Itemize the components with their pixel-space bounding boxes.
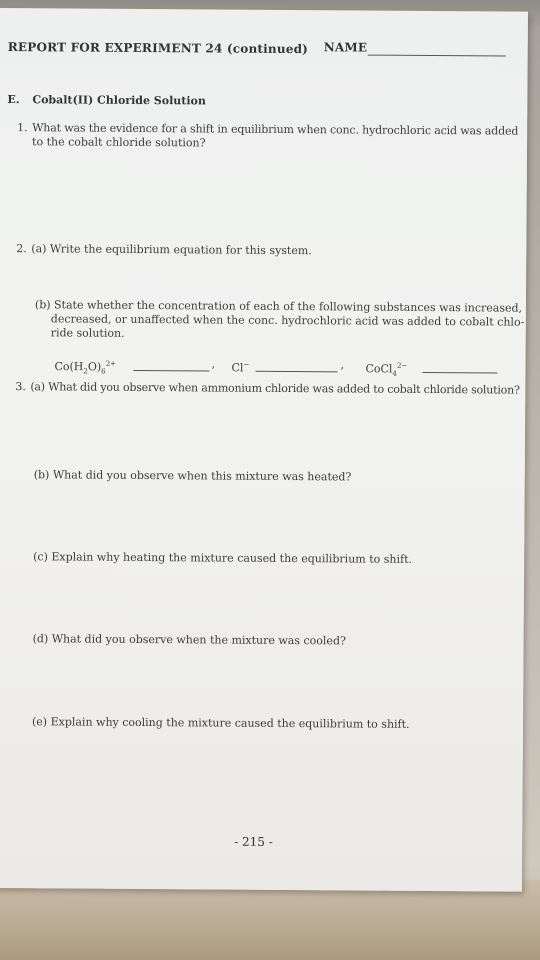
question-2b-line-2: decreased, or unaffected when the conc. hydrochloric acid was added to cobalt chlo- [50,312,525,329]
species-cobalt-hexaaqua: $Co(H_2O)_6^{2+}$ [54,359,117,376]
answer-area-3e[interactable] [27,733,498,826]
name-label: NAME [323,40,368,55]
question-2b-line-1: (b) State whether the concentration of each of the following substances was increased, [34,298,523,315]
section-title: Cobalt(II) Chloride Solution [32,93,206,108]
answer-area-3b[interactable] [29,486,499,549]
question-3d: (d) What did you observe when the mixture was cooled? [32,632,346,648]
species-chloride: Cl− [231,360,250,375]
question-2-number: 2. [16,242,27,256]
question-3a: (a) What did you observe when ammonium chloride was added to cobalt chloride solution? [30,380,520,397]
background-surface [0,880,540,960]
blank-cobalt-hexaaqua[interactable] [133,370,209,372]
answer-area-3d[interactable] [28,650,498,713]
answer-area-3a[interactable] [30,398,500,461]
question-3c: (c) Explain why heating the mixture caused the equilibrium to shift. [33,550,413,566]
page-number: - 215 - [234,834,273,849]
question-3e: (e) Explain why cooling the mixture caused the equilibrium to shift. [31,715,410,731]
question-1-line-2: to the cobalt chloride solution? [32,135,206,150]
question-3b: (b) What did you observe when this mixture was heated? [33,468,352,484]
question-2a: (a) Write the equilibrium equation for this system. [31,242,312,258]
blank-chloride[interactable] [255,371,337,373]
section-label: E. [7,93,20,107]
question-1-number: 1. [17,121,28,135]
answer-area-1[interactable] [31,153,502,236]
question-1-line-1: What was the evidence for a shift in equilibrium when conc. hydrochloric acid was added [32,121,519,138]
question-3-number: 3. [15,380,26,394]
comma-1: , [211,357,216,371]
blank-tetrachlorocobaltate[interactable] [422,372,497,374]
species-tetrachlorocobaltate: CoCl$_4^{2-}$ [365,361,408,378]
question-2b-line-3: ride solution. [50,326,125,340]
comma-2: , [340,358,345,372]
report-title: REPORT FOR EXPERIMENT 24 (continued) [7,40,309,57]
answer-area-2a[interactable] [31,260,501,297]
worksheet-page [0,8,528,892]
name-field[interactable] [368,55,506,57]
answer-area-3c[interactable] [29,568,499,631]
